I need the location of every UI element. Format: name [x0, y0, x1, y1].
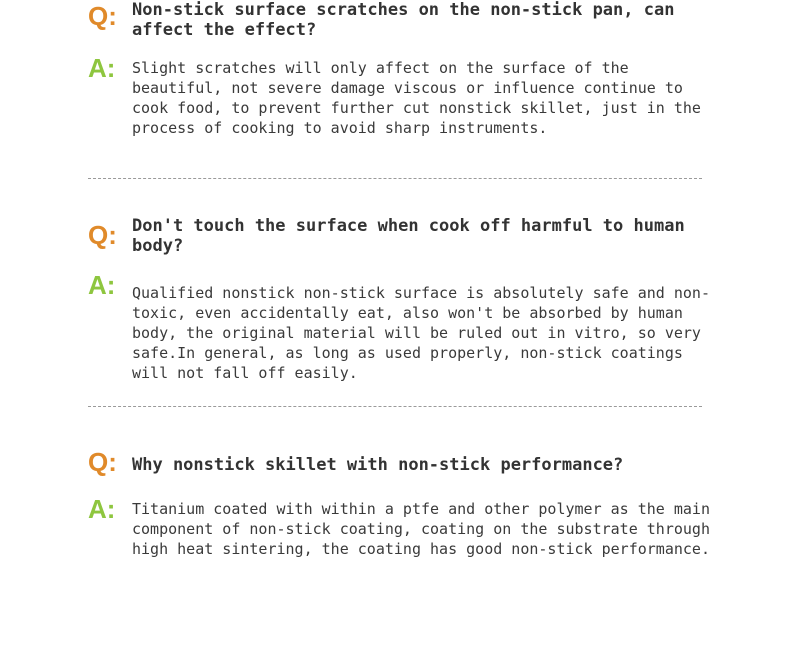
answer-marker: A: — [88, 53, 116, 83]
question-marker: Q: — [88, 220, 117, 250]
dashed-divider — [88, 178, 702, 179]
dashed-divider — [88, 406, 702, 407]
question-marker: Q: — [88, 447, 117, 477]
question-marker: Q: — [88, 1, 117, 31]
question-text: Why nonstick skillet with non-stick performance? — [132, 455, 624, 475]
question-text: Non-stick surface scratches on the non-stick pan, can affect the effect? — [132, 0, 675, 40]
answer-text: Slight scratches will only affect on the surface of the beautiful, not severe damage viscous or influence continue to cook food, to prevent further cut nonstick skillet, just in the process of cooking to avoid sharp instruments. — [132, 59, 701, 137]
answer-text: Qualified nonstick non-stick surface is absolutely safe and non-toxic, even accidentally eat, also won't be absorbed by human body, the original material will be ruled out in vitro, so very safe.In general, as long as used properly, non-stick coatings will not fall off easily. — [132, 284, 710, 382]
question-text: Don't touch the surface when cook off harmful to human body? — [132, 216, 685, 256]
answer-text: Titanium coated with within a ptfe and other polymer as the main component of non-stick coating, coating on the substrate through high heat sintering, the coating has good non-stick performance. — [132, 500, 710, 558]
answer-marker: A: — [88, 494, 116, 524]
answer-marker: A: — [88, 270, 116, 300]
